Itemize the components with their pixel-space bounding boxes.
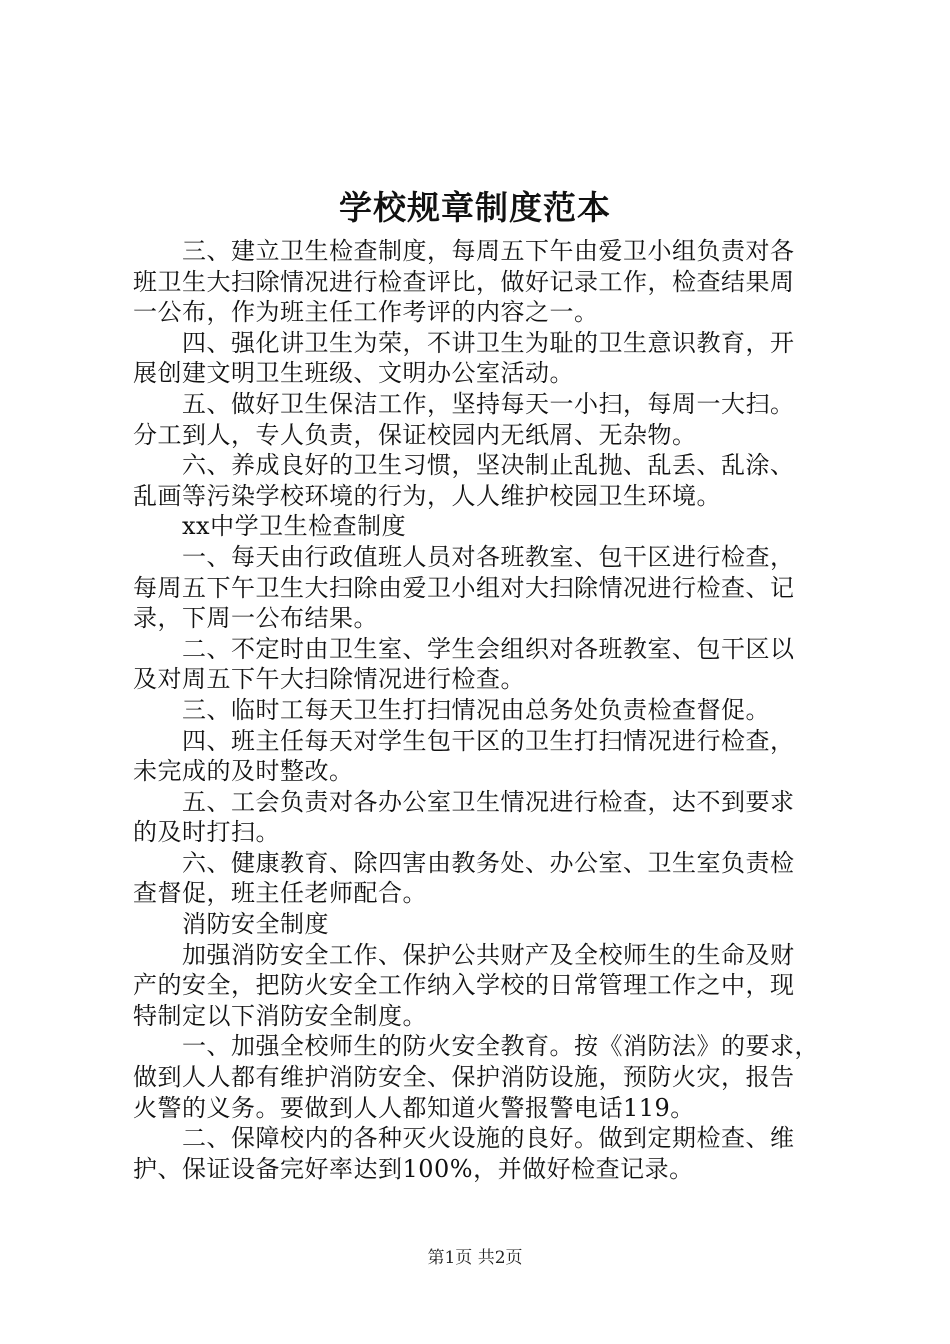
text-line: 查督促，班主任老师配合。	[133, 879, 427, 908]
text-line: 班卫生大扫除情况进行检查评比，做好记录工作，检查结果周	[133, 267, 795, 296]
document-body	[133, 236, 833, 1184]
text-line: 乱画等污染学校环境的行为，人人维护校园卫生环境。	[133, 481, 721, 510]
paragraph	[133, 328, 833, 389]
text-line: 五、做好卫生保洁工作，坚持每天一小扫，每周一大扫。	[133, 389, 795, 418]
paragraph	[133, 1031, 833, 1123]
paragraph	[133, 1123, 833, 1184]
paragraph	[133, 389, 833, 450]
paragraph	[133, 695, 833, 726]
text-line: 火警的义务。要做到人人都知道火警报警电话119。	[133, 1093, 695, 1122]
text-line: 一、加强全校师生的防火安全教育。按《消防法》的要求，	[133, 1032, 819, 1061]
paragraph	[133, 787, 833, 848]
text-line: 及对周五下午大扫除情况进行检查。	[133, 665, 525, 694]
text-line: 加强消防安全工作、保护公共财产及全校师生的生命及财	[133, 940, 795, 969]
paragraph	[133, 909, 833, 940]
paragraph	[133, 634, 833, 695]
text-line: 展创建文明卫生班级、文明办公室活动。	[133, 359, 574, 388]
document-title: 学校规章制度范本	[339, 188, 611, 227]
text-line: 一、每天由行政值班人员对各班教室、包干区进行检查，	[133, 542, 795, 571]
paragraph	[133, 940, 833, 1032]
text-line: 三、临时工每天卫生打扫情况由总务处负责检查督促。	[133, 695, 770, 724]
text-line: 四、班主任每天对学生包干区的卫生打扫情况进行检查，	[133, 726, 795, 755]
text-line: 四、强化讲卫生为荣，不讲卫生为耻的卫生意识教育，开	[133, 328, 795, 357]
page-number-footer: 第1页 共2页	[427, 1248, 523, 1268]
text-line: 二、保障校内的各种灭火设施的良好。做到定期检查、维	[133, 1124, 795, 1153]
text-line: 特制定以下消防安全制度。	[133, 1001, 427, 1030]
text-line: 分工到人，专人负责，保证校园内无纸屑、无杂物。	[133, 420, 697, 449]
text-line: 六、健康教育、除四害由教务处、办公室、卫生室负责检	[133, 848, 795, 877]
text-line: 录，下周一公布结果。	[133, 604, 378, 633]
paragraph	[133, 511, 833, 542]
text-line: 六、养成良好的卫生习惯，坚决制止乱抛、乱丢、乱涂、	[133, 451, 795, 480]
paragraph	[133, 450, 833, 511]
text-line: 的及时打扫。	[133, 818, 280, 847]
text-line: 护、保证设备完好率达到100%，并做好检查记录。	[133, 1154, 694, 1183]
text-line: 一公布，作为班主任工作考评的内容之一。	[133, 298, 599, 327]
text-line: 产的安全，把防火安全工作纳入学校的日常管理工作之中，现	[133, 971, 795, 1000]
paragraph	[133, 236, 833, 328]
paragraph	[133, 542, 833, 634]
text-line: xx中学卫生检查制度	[133, 512, 407, 541]
paragraph	[133, 848, 833, 909]
text-line: 未完成的及时整改。	[133, 757, 354, 786]
paragraph	[133, 726, 833, 787]
text-line: 二、不定时由卫生室、学生会组织对各班教室、包干区以	[133, 634, 795, 663]
text-line: 消防安全制度	[133, 910, 329, 939]
text-line: 做到人人都有维护消防安全、保护消防设施，预防火灾，报告	[133, 1063, 795, 1092]
text-line: 三、建立卫生检查制度，每周五下午由爱卫小组负责对各	[133, 237, 795, 265]
text-line: 每周五下午卫生大扫除由爱卫小组对大扫除情况进行检查、记	[133, 573, 795, 602]
text-line: 五、工会负责对各办公室卫生情况进行检查，达不到要求	[133, 787, 795, 816]
